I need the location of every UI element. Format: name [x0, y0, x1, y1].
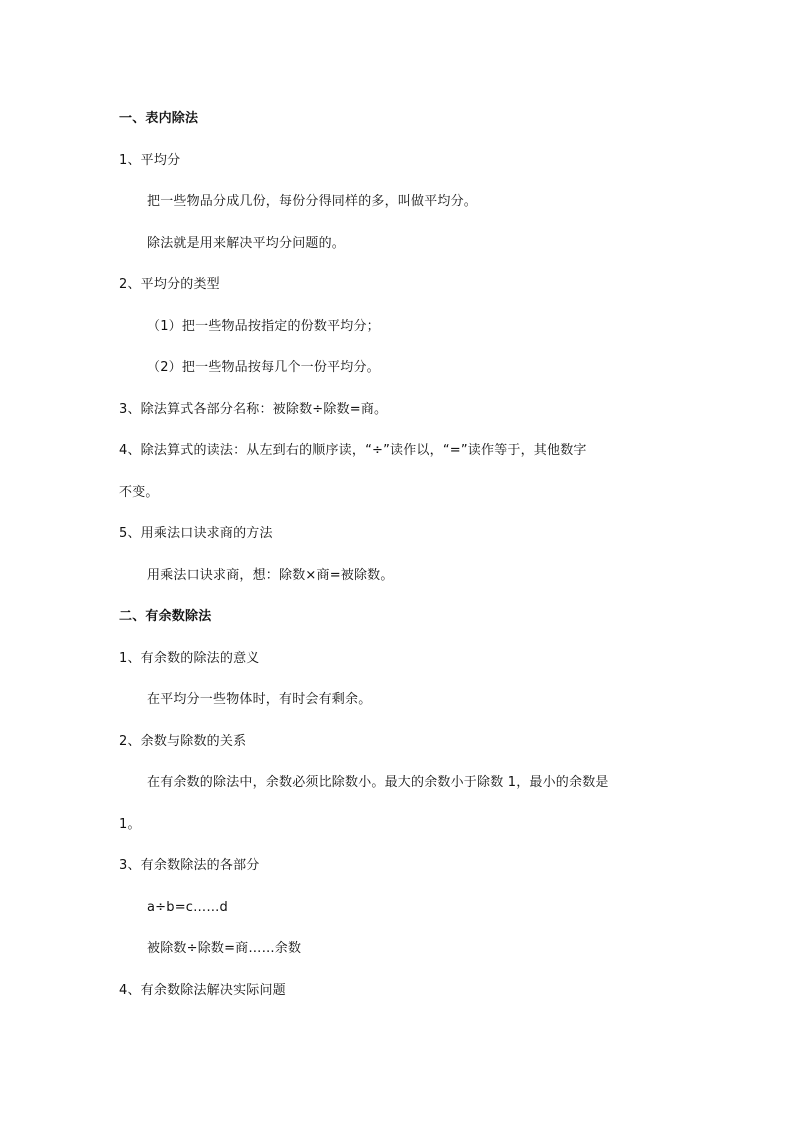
- section-heading-remainder-division: 二、有余数除法: [119, 609, 212, 624]
- subheading-remainder-division-parts: 3、有余数除法的各部分: [119, 858, 260, 873]
- subheading-remainder-divisor-relation: 2、余数与除数的关系: [119, 734, 247, 749]
- section-heading-table-division: 一、表内除法: [119, 111, 199, 126]
- subheading-multiplication-rhyme: 5、用乘法口诀求商的方法: [119, 526, 273, 541]
- subheading-average-types: 2、平均分的类型: [119, 277, 220, 292]
- subheading-remainder-practical-problems: 4、有余数除法解决实际问题: [119, 983, 286, 998]
- paragraph-remainder-meaning: 在平均分一些物体时，有时会有剩余。: [147, 692, 372, 707]
- list-item-type-1: （1）把一些物品按指定的份数平均分；: [147, 319, 380, 334]
- paragraph-division-purpose: 除法就是用来解决平均分问题的。: [147, 236, 346, 251]
- subheading-division-parts: 3、除法算式各部分名称：被除数÷除数=商。: [119, 402, 388, 417]
- subheading-division-reading: 4、除法算式的读法：从左到右的顺序读，“÷”读作以，“=”读作等于，其他数字: [119, 443, 587, 458]
- paragraph-average-definition: 把一些物品分成几份，每份分得同样的多，叫做平均分。: [147, 194, 478, 209]
- list-item-type-2: （2）把一些物品按每几个一份平均分。: [147, 360, 380, 375]
- paragraph-multiplication-rhyme: 用乘法口诀求商，想：除数×商=被除数。: [147, 568, 394, 583]
- formula-remainder-division-names: 被除数÷除数=商……余数: [147, 941, 302, 956]
- paragraph-remainder-divisor-relation-continued: 1。: [119, 817, 141, 832]
- paragraph-division-reading-continued: 不变。: [119, 485, 159, 500]
- formula-remainder-division: a÷b=c……d: [147, 900, 229, 915]
- subheading-remainder-meaning: 1、有余数的除法的意义: [119, 651, 260, 666]
- subheading-average-division: 1、平均分: [119, 153, 181, 168]
- paragraph-remainder-divisor-relation: 在有余数的除法中，余数必须比除数小。最大的余数小于除数 1，最小的余数是: [147, 775, 609, 790]
